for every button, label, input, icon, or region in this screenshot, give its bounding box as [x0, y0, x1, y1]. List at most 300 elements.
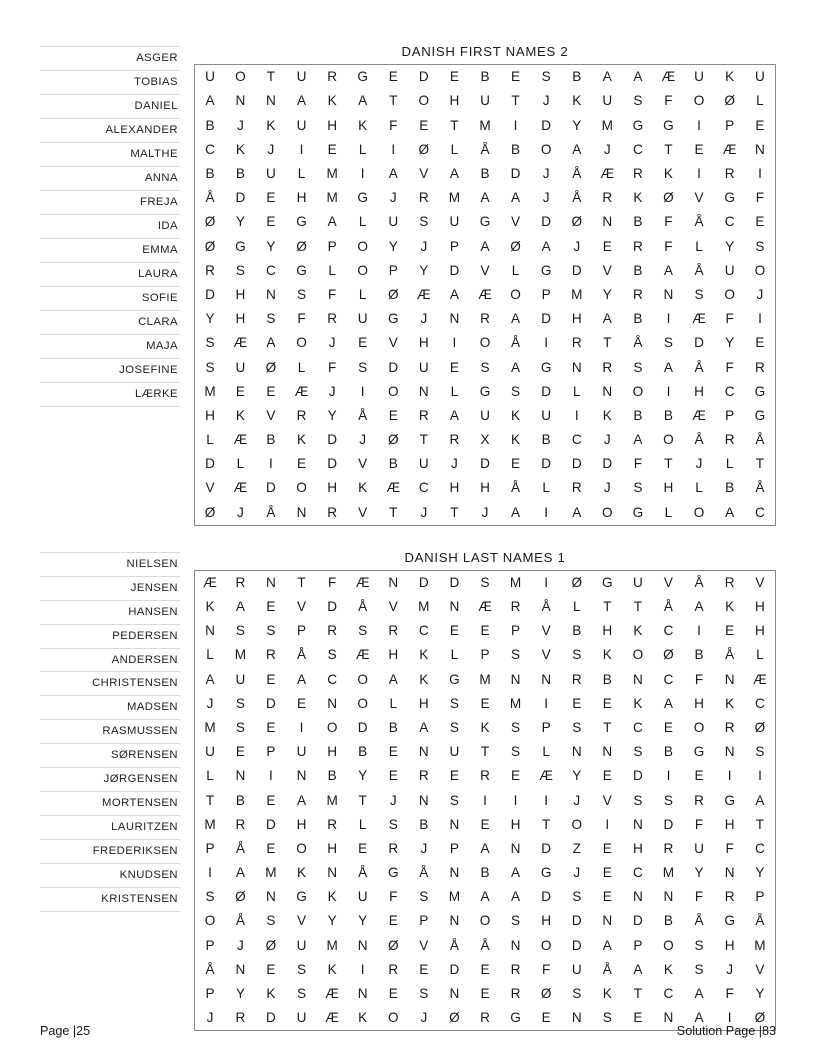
- grid-cell[interactable]: S: [296, 961, 307, 977]
- grid-cell[interactable]: F: [389, 117, 398, 133]
- grid-cell[interactable]: L: [542, 480, 550, 496]
- grid-cell[interactable]: A: [725, 504, 735, 520]
- grid-cell[interactable]: D: [205, 456, 215, 472]
- grid-cell[interactable]: J: [359, 432, 367, 448]
- grid-cell[interactable]: G: [754, 407, 766, 423]
- grid-cell[interactable]: D: [266, 480, 276, 496]
- grid-cell[interactable]: Å: [480, 141, 490, 157]
- grid-cell[interactable]: H: [327, 744, 338, 760]
- grid-cell[interactable]: H: [449, 93, 460, 109]
- grid-cell[interactable]: J: [389, 190, 397, 206]
- grid-cell[interactable]: I: [269, 456, 273, 472]
- grid-cell[interactable]: U: [296, 1010, 307, 1026]
- grid-cell[interactable]: L: [328, 262, 336, 278]
- grid-cell[interactable]: C: [632, 865, 643, 881]
- grid-cell[interactable]: H: [510, 816, 521, 832]
- grid-cell[interactable]: O: [510, 286, 521, 302]
- grid-cell[interactable]: P: [755, 889, 765, 905]
- grid-cell[interactable]: R: [449, 432, 460, 448]
- grid-cell[interactable]: K: [296, 865, 307, 881]
- grid-cell[interactable]: I: [666, 768, 671, 784]
- grid-cell[interactable]: L: [358, 286, 367, 302]
- grid-cell[interactable]: E: [266, 190, 276, 206]
- grid-cell[interactable]: L: [358, 141, 367, 157]
- grid-cell[interactable]: R: [327, 623, 338, 639]
- grid-cell[interactable]: Ø: [387, 937, 399, 953]
- grid-cell[interactable]: Å: [663, 599, 673, 615]
- grid-cell[interactable]: H: [418, 335, 429, 351]
- grid-cell[interactable]: B: [633, 214, 643, 230]
- grid-cell[interactable]: C: [755, 504, 765, 520]
- grid-cell[interactable]: O: [540, 141, 552, 157]
- grid-cell[interactable]: E: [602, 695, 612, 711]
- grid-cell[interactable]: S: [663, 792, 673, 808]
- grid-cell[interactable]: S: [541, 69, 551, 85]
- grid-cell[interactable]: F: [694, 889, 704, 905]
- grid-cell[interactable]: N: [663, 286, 674, 302]
- grid-cell[interactable]: J: [420, 504, 428, 520]
- grid-cell[interactable]: Å: [602, 961, 612, 977]
- grid-cell[interactable]: O: [571, 816, 583, 832]
- grid-cell[interactable]: O: [357, 695, 368, 711]
- grid-cell[interactable]: Y: [327, 913, 337, 929]
- grid-cell[interactable]: Æ: [233, 480, 248, 496]
- grid-cell[interactable]: D: [388, 359, 399, 375]
- grid-cell[interactable]: L: [236, 456, 245, 472]
- grid-cell[interactable]: N: [235, 961, 246, 977]
- grid-cell[interactable]: A: [572, 504, 582, 520]
- grid-cell[interactable]: O: [602, 504, 613, 520]
- grid-cell[interactable]: C: [755, 840, 765, 856]
- grid-cell[interactable]: B: [235, 792, 245, 808]
- grid-cell[interactable]: Æ: [386, 480, 401, 496]
- grid-cell[interactable]: T: [633, 986, 643, 1002]
- grid-cell[interactable]: E: [266, 961, 276, 977]
- grid-cell[interactable]: C: [418, 480, 429, 496]
- grid-cell[interactable]: D: [541, 840, 552, 856]
- grid-cell[interactable]: E: [602, 238, 612, 254]
- grid-cell[interactable]: H: [755, 599, 765, 615]
- grid-cell[interactable]: N: [418, 383, 429, 399]
- grid-cell[interactable]: F: [327, 574, 337, 590]
- grid-cell[interactable]: M: [448, 190, 461, 206]
- grid-cell[interactable]: R: [480, 1010, 490, 1026]
- grid-cell[interactable]: N: [510, 937, 521, 953]
- grid-cell[interactable]: O: [204, 913, 216, 929]
- grid-cell[interactable]: G: [632, 504, 644, 520]
- grid-cell[interactable]: N: [541, 671, 552, 687]
- grid-cell[interactable]: I: [513, 792, 518, 808]
- grid-cell[interactable]: S: [633, 480, 643, 496]
- grid-cell[interactable]: I: [666, 311, 671, 327]
- grid-cell[interactable]: R: [235, 816, 246, 832]
- grid-cell[interactable]: N: [449, 913, 460, 929]
- grid-cell[interactable]: U: [357, 889, 368, 905]
- grid-cell[interactable]: N: [602, 913, 613, 929]
- grid-cell[interactable]: M: [509, 574, 522, 590]
- grid-cell[interactable]: N: [235, 768, 246, 784]
- grid-cell[interactable]: A: [694, 599, 704, 615]
- grid-cell[interactable]: U: [296, 744, 307, 760]
- grid-cell[interactable]: P: [327, 238, 337, 254]
- grid-cell[interactable]: B: [480, 865, 490, 881]
- grid-cell[interactable]: M: [448, 889, 461, 905]
- grid-cell[interactable]: N: [266, 574, 276, 590]
- grid-cell[interactable]: F: [664, 93, 673, 109]
- grid-cell[interactable]: S: [266, 623, 276, 639]
- grid-cell[interactable]: H: [449, 480, 460, 496]
- grid-cell[interactable]: F: [725, 359, 734, 375]
- grid-cell[interactable]: Æ: [294, 383, 309, 399]
- grid-cell[interactable]: A: [541, 238, 551, 254]
- grid-cell[interactable]: Å: [235, 840, 245, 856]
- grid-cell[interactable]: C: [327, 671, 338, 687]
- grid-cell[interactable]: A: [572, 141, 582, 157]
- grid-cell[interactable]: S: [388, 816, 398, 832]
- grid-cell[interactable]: K: [602, 986, 612, 1002]
- grid-cell[interactable]: U: [724, 262, 735, 278]
- grid-cell[interactable]: Æ: [203, 574, 217, 590]
- word-list-item[interactable]: MADSEN: [40, 696, 180, 720]
- grid-cell[interactable]: N: [449, 816, 460, 832]
- grid-cell[interactable]: U: [235, 671, 246, 687]
- grid-cell[interactable]: N: [418, 744, 429, 760]
- grid-cell[interactable]: D: [510, 166, 521, 182]
- grid-cell[interactable]: M: [326, 166, 338, 182]
- grid-cell[interactable]: R: [571, 335, 582, 351]
- word-list-item[interactable]: KRISTENSEN: [40, 888, 180, 912]
- grid-cell[interactable]: A: [235, 865, 245, 881]
- grid-cell[interactable]: R: [724, 432, 735, 448]
- grid-cell[interactable]: T: [541, 816, 551, 832]
- word-list-item[interactable]: DANIEL: [40, 95, 180, 119]
- grid-cell[interactable]: O: [418, 93, 430, 109]
- grid-cell[interactable]: J: [603, 480, 611, 496]
- grid-cell[interactable]: K: [266, 117, 276, 133]
- grid-cell[interactable]: R: [602, 359, 613, 375]
- grid-cell[interactable]: F: [725, 311, 734, 327]
- grid-cell[interactable]: C: [663, 623, 674, 639]
- grid-cell[interactable]: I: [299, 141, 304, 157]
- grid-cell[interactable]: G: [632, 117, 644, 133]
- grid-cell[interactable]: L: [358, 214, 367, 230]
- grid-cell[interactable]: Æ: [692, 407, 706, 423]
- grid-cell[interactable]: A: [694, 1010, 704, 1026]
- grid-cell[interactable]: A: [449, 166, 459, 182]
- grid-cell[interactable]: T: [297, 574, 306, 590]
- grid-cell[interactable]: S: [572, 986, 582, 1002]
- grid-cell[interactable]: Ø: [754, 1010, 766, 1026]
- grid-cell[interactable]: E: [602, 768, 612, 784]
- grid-cell[interactable]: T: [603, 335, 612, 351]
- grid-cell[interactable]: B: [633, 262, 643, 278]
- grid-cell[interactable]: I: [758, 311, 762, 327]
- grid-cell[interactable]: U: [755, 69, 765, 85]
- grid-cell[interactable]: J: [420, 840, 428, 856]
- grid-cell[interactable]: U: [388, 214, 399, 230]
- grid-cell[interactable]: L: [358, 816, 367, 832]
- grid-cell[interactable]: R: [724, 719, 735, 735]
- grid-cell[interactable]: N: [755, 141, 765, 157]
- grid-cell[interactable]: K: [235, 407, 245, 423]
- grid-cell[interactable]: A: [235, 599, 245, 615]
- grid-cell[interactable]: K: [358, 1010, 368, 1026]
- grid-cell[interactable]: M: [479, 671, 491, 687]
- grid-cell[interactable]: O: [754, 262, 766, 278]
- grid-cell[interactable]: E: [449, 623, 459, 639]
- grid-cell[interactable]: K: [602, 407, 612, 423]
- grid-cell[interactable]: G: [449, 671, 460, 687]
- grid-cell[interactable]: Y: [694, 865, 704, 881]
- grid-cell[interactable]: N: [357, 937, 368, 953]
- grid-cell[interactable]: Ø: [265, 359, 277, 375]
- grid-cell[interactable]: D: [571, 456, 582, 472]
- grid-cell[interactable]: D: [266, 1010, 276, 1026]
- grid-cell[interactable]: I: [544, 695, 549, 711]
- word-list-item[interactable]: JØRGENSEN: [40, 768, 180, 792]
- grid-cell[interactable]: E: [388, 986, 398, 1002]
- grid-cell[interactable]: E: [296, 456, 307, 472]
- grid-cell[interactable]: C: [632, 141, 643, 157]
- grid-cell[interactable]: V: [388, 335, 398, 351]
- grid-cell[interactable]: Ø: [204, 504, 216, 520]
- grid-cell[interactable]: D: [266, 695, 276, 711]
- grid-cell[interactable]: U: [449, 744, 460, 760]
- grid-cell[interactable]: Ø: [265, 937, 277, 953]
- grid-cell[interactable]: L: [756, 93, 764, 109]
- grid-cell[interactable]: E: [663, 719, 673, 735]
- grid-cell[interactable]: S: [235, 695, 245, 711]
- grid-cell[interactable]: H: [602, 623, 613, 639]
- grid-cell[interactable]: D: [541, 383, 552, 399]
- grid-cell[interactable]: G: [602, 574, 613, 590]
- grid-cell[interactable]: A: [511, 865, 521, 881]
- grid-cell[interactable]: S: [755, 238, 765, 254]
- grid-cell[interactable]: K: [602, 647, 612, 663]
- grid-cell[interactable]: I: [544, 335, 549, 351]
- grid-cell[interactable]: R: [327, 816, 338, 832]
- grid-cell[interactable]: E: [327, 141, 337, 157]
- grid-cell[interactable]: Y: [602, 286, 612, 302]
- grid-cell[interactable]: Å: [358, 407, 368, 423]
- grid-cell[interactable]: K: [327, 889, 337, 905]
- grid-cell[interactable]: K: [633, 695, 643, 711]
- grid-cell[interactable]: O: [296, 840, 307, 856]
- grid-cell[interactable]: R: [388, 623, 399, 639]
- grid-cell[interactable]: Æ: [355, 574, 370, 590]
- grid-cell[interactable]: Å: [205, 190, 215, 206]
- grid-cell[interactable]: B: [266, 432, 276, 448]
- grid-cell[interactable]: E: [602, 889, 612, 905]
- grid-cell[interactable]: N: [632, 889, 643, 905]
- grid-cell[interactable]: S: [633, 744, 643, 760]
- grid-cell[interactable]: E: [541, 1010, 551, 1026]
- word-list-item[interactable]: LÆRKE: [40, 383, 180, 407]
- grid-cell[interactable]: F: [694, 671, 704, 687]
- grid-cell[interactable]: N: [327, 865, 338, 881]
- grid-cell[interactable]: U: [694, 840, 704, 856]
- grid-cell[interactable]: L: [450, 141, 459, 157]
- grid-cell[interactable]: Y: [388, 238, 398, 254]
- grid-cell[interactable]: C: [724, 383, 735, 399]
- grid-cell[interactable]: P: [633, 937, 643, 953]
- grid-cell[interactable]: S: [296, 286, 307, 302]
- grid-cell[interactable]: G: [235, 238, 246, 254]
- grid-cell[interactable]: Æ: [325, 986, 339, 1002]
- word-list-item[interactable]: NIELSEN: [40, 552, 180, 577]
- grid-cell[interactable]: Å: [296, 647, 307, 663]
- grid-cell[interactable]: A: [358, 93, 368, 109]
- grid-cell[interactable]: L: [511, 262, 520, 278]
- grid-cell[interactable]: I: [544, 792, 549, 808]
- grid-cell[interactable]: S: [511, 383, 521, 399]
- grid-cell[interactable]: U: [632, 574, 643, 590]
- grid-cell[interactable]: V: [541, 623, 551, 639]
- grid-cell[interactable]: O: [479, 335, 491, 351]
- grid-cell[interactable]: E: [602, 840, 612, 856]
- grid-cell[interactable]: J: [328, 383, 336, 399]
- grid-cell[interactable]: R: [235, 1010, 246, 1026]
- grid-cell[interactable]: Ø: [418, 141, 430, 157]
- grid-cell[interactable]: M: [326, 792, 338, 808]
- grid-cell[interactable]: R: [418, 407, 429, 423]
- grid-cell[interactable]: N: [602, 214, 613, 230]
- grid-cell[interactable]: U: [205, 744, 215, 760]
- grid-cell[interactable]: K: [663, 166, 673, 182]
- grid-cell[interactable]: T: [633, 599, 643, 615]
- grid-cell[interactable]: J: [389, 792, 397, 808]
- grid-cell[interactable]: E: [480, 961, 490, 977]
- grid-cell[interactable]: A: [511, 311, 521, 327]
- grid-cell[interactable]: R: [724, 889, 735, 905]
- grid-cell[interactable]: T: [358, 792, 367, 808]
- grid-cell[interactable]: A: [755, 792, 765, 808]
- grid-cell[interactable]: Æ: [233, 432, 248, 448]
- grid-cell[interactable]: Å: [755, 432, 765, 448]
- grid-cell[interactable]: V: [541, 647, 551, 663]
- grid-cell[interactable]: G: [479, 214, 491, 230]
- grid-cell[interactable]: R: [480, 311, 490, 327]
- grid-cell[interactable]: M: [204, 719, 216, 735]
- grid-cell[interactable]: D: [480, 456, 490, 472]
- grid-cell[interactable]: D: [602, 456, 613, 472]
- grid-cell[interactable]: I: [391, 141, 396, 157]
- grid-cell[interactable]: N: [632, 671, 643, 687]
- grid-cell[interactable]: H: [296, 816, 307, 832]
- grid-cell[interactable]: S: [205, 889, 215, 905]
- grid-cell[interactable]: E: [602, 865, 612, 881]
- grid-cell[interactable]: E: [511, 768, 521, 784]
- grid-cell[interactable]: F: [633, 456, 643, 472]
- grid-cell[interactable]: T: [664, 456, 673, 472]
- grid-cell[interactable]: T: [419, 432, 428, 448]
- grid-cell[interactable]: H: [755, 623, 765, 639]
- grid-cell[interactable]: Å: [511, 335, 521, 351]
- grid-cell[interactable]: S: [205, 359, 215, 375]
- grid-cell[interactable]: Ø: [663, 190, 674, 206]
- grid-cell[interactable]: A: [388, 166, 398, 182]
- grid-cell[interactable]: N: [510, 840, 521, 856]
- grid-cell[interactable]: Y: [358, 913, 368, 929]
- word-list-item[interactable]: SOFIE: [40, 287, 180, 311]
- grid-cell[interactable]: P: [266, 744, 276, 760]
- grid-cell[interactable]: K: [235, 141, 245, 157]
- grid-cell[interactable]: T: [755, 456, 765, 472]
- grid-cell[interactable]: N: [510, 671, 521, 687]
- grid-cell[interactable]: O: [296, 335, 307, 351]
- grid-cell[interactable]: S: [419, 986, 429, 1002]
- grid-cell[interactable]: J: [420, 311, 428, 327]
- grid-cell[interactable]: I: [544, 574, 549, 590]
- grid-cell[interactable]: O: [357, 671, 368, 687]
- grid-cell[interactable]: D: [327, 432, 338, 448]
- word-list-item[interactable]: MAJA: [40, 335, 180, 359]
- grid-cell[interactable]: S: [694, 286, 704, 302]
- grid-cell[interactable]: V: [266, 407, 276, 423]
- grid-cell[interactable]: B: [419, 816, 429, 832]
- grid-cell[interactable]: E: [572, 695, 582, 711]
- grid-cell[interactable]: G: [724, 190, 735, 206]
- grid-cell[interactable]: N: [449, 865, 460, 881]
- grid-cell[interactable]: C: [663, 986, 674, 1002]
- grid-cell[interactable]: P: [480, 647, 490, 663]
- grid-cell[interactable]: Ø: [724, 93, 735, 109]
- grid-cell[interactable]: R: [418, 768, 429, 784]
- grid-cell[interactable]: D: [449, 961, 460, 977]
- grid-cell[interactable]: I: [208, 865, 212, 881]
- grid-cell[interactable]: K: [296, 432, 307, 448]
- grid-cell[interactable]: M: [204, 383, 216, 399]
- grid-cell[interactable]: E: [419, 117, 429, 133]
- grid-cell[interactable]: R: [510, 986, 521, 1002]
- grid-cell[interactable]: I: [697, 166, 701, 182]
- grid-cell[interactable]: H: [541, 913, 552, 929]
- grid-cell[interactable]: N: [724, 671, 735, 687]
- grid-cell[interactable]: J: [573, 865, 581, 881]
- grid-cell[interactable]: H: [235, 286, 246, 302]
- grid-cell[interactable]: E: [694, 141, 704, 157]
- grid-cell[interactable]: B: [663, 407, 673, 423]
- grid-cell[interactable]: N: [327, 695, 338, 711]
- grid-cell[interactable]: I: [727, 768, 732, 784]
- grid-cell[interactable]: I: [605, 816, 610, 832]
- grid-cell[interactable]: V: [296, 913, 307, 929]
- grid-cell[interactable]: N: [449, 311, 460, 327]
- grid-cell[interactable]: T: [755, 816, 765, 832]
- grid-cell[interactable]: K: [511, 407, 521, 423]
- grid-cell[interactable]: Å: [266, 504, 276, 520]
- grid-cell[interactable]: B: [205, 166, 215, 182]
- grid-cell[interactable]: Å: [572, 166, 582, 182]
- grid-cell[interactable]: S: [358, 623, 368, 639]
- grid-cell[interactable]: J: [695, 456, 703, 472]
- grid-cell[interactable]: Y: [235, 214, 245, 230]
- grid-cell[interactable]: J: [542, 166, 550, 182]
- grid-cell[interactable]: L: [756, 647, 764, 663]
- grid-cell[interactable]: R: [724, 574, 735, 590]
- grid-cell[interactable]: R: [480, 768, 490, 784]
- grid-cell[interactable]: C: [755, 695, 765, 711]
- grid-cell[interactable]: I: [483, 792, 487, 808]
- grid-cell[interactable]: D: [418, 574, 429, 590]
- word-list-item[interactable]: SØRENSEN: [40, 744, 180, 768]
- grid-cell[interactable]: E: [480, 986, 490, 1002]
- grid-cell[interactable]: L: [206, 647, 214, 663]
- grid-cell[interactable]: S: [358, 359, 368, 375]
- grid-cell[interactable]: E: [419, 961, 429, 977]
- grid-cell[interactable]: K: [725, 69, 735, 85]
- grid-cell[interactable]: Y: [235, 986, 245, 1002]
